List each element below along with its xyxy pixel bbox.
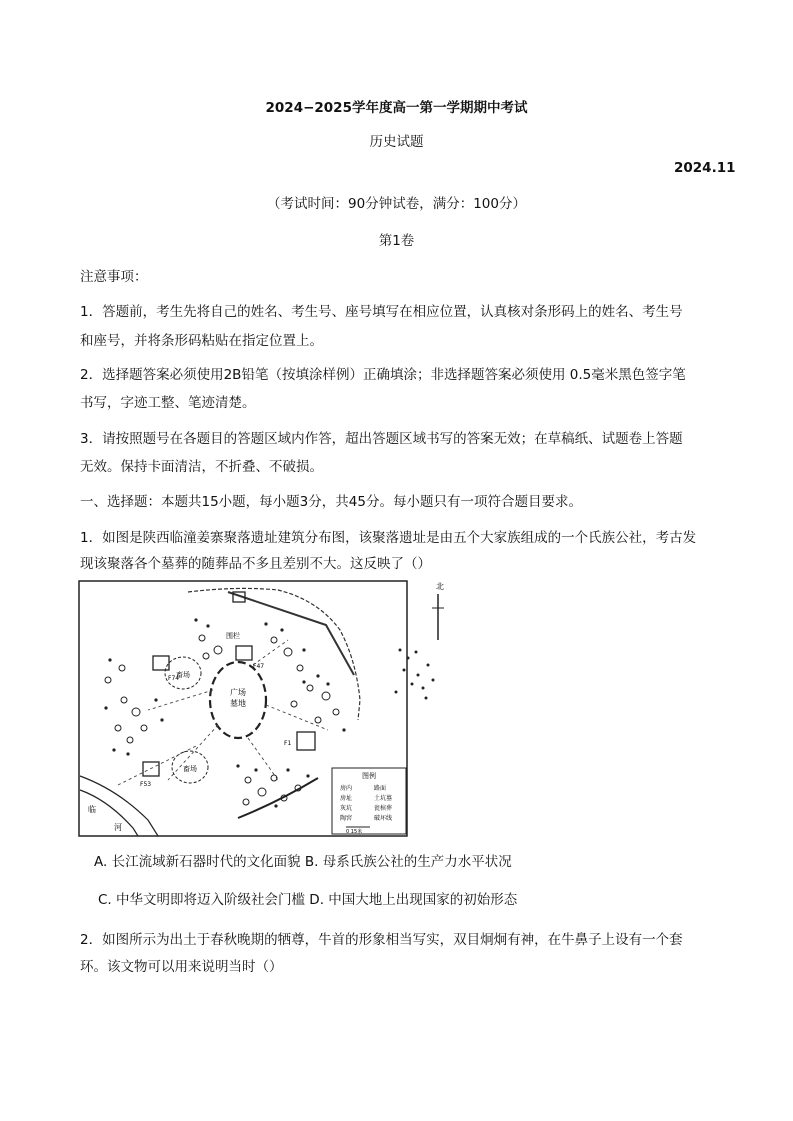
svg-text:瓮棺葬: 瓮棺葬 — [374, 805, 393, 812]
svg-text:F53: F53 — [140, 781, 152, 788]
notice-item-3-line1: 3．请按照题号在各题目的答题区域内作答，超出答题区域书写的答案无效；在草稿纸、试题卷上答题 — [80, 431, 683, 447]
exam-date: 2024.11 — [674, 160, 736, 176]
settlement-map — [78, 580, 444, 837]
notice-item-2-line1: 2．选择题答案必须使用2B铅笔（按填涂样例）正确填涂；非选择题答案必须使用 0.5毫米黑色签字笔 — [80, 367, 686, 383]
notice-item-2-line2: 书写，字迹工整、笔迹清楚。 — [80, 395, 256, 411]
svg-text:房址: 房址 — [340, 795, 353, 802]
svg-text:图例: 图例 — [362, 772, 376, 780]
volume-label: 第1卷 — [378, 233, 415, 249]
svg-text:灰坑: 灰坑 — [340, 805, 353, 812]
section-heading: 一、选择题：本题共15小题，每小题3分，共45分。每小题只有一项符合题目要求。 — [80, 494, 582, 510]
notice-item-3-line2: 无效。保持卡面清洁，不折叠、不破损。 — [80, 459, 323, 475]
question-2-line1: 2．如图所示为出土于春秋晚期的牺尊，牛首的形象相当写实，双目炯炯有神，在牛鼻子上设有一个套 — [80, 932, 683, 948]
svg-text:畜场: 畜场 — [176, 671, 190, 679]
svg-text:F47: F47 — [253, 663, 265, 670]
svg-text:房内: 房内 — [340, 785, 353, 792]
svg-text:0 15米: 0 15米 — [346, 829, 363, 835]
notice-item-1-line2: 和座号，并将条形码粘贴在指定位置上。 — [80, 333, 323, 349]
svg-text:破坏线: 破坏线 — [374, 815, 393, 822]
question-1-line2: 现该聚落各个墓葬的随葬品不多且差别不大。这反映了（） — [80, 556, 431, 572]
svg-text:陶窖: 陶窖 — [340, 815, 353, 822]
svg-text:F1: F1 — [284, 740, 292, 747]
notice-item-1-line1: 1．答题前，考生先将自己的姓名、考生号、座号填写在相应位置，认真核对条形码上的姓名、考生号 — [80, 304, 683, 320]
svg-text:北: 北 — [436, 582, 444, 591]
map-legend — [332, 768, 406, 835]
svg-text:广场: 广场 — [230, 688, 246, 697]
svg-text:畜场: 畜场 — [183, 765, 197, 773]
svg-text:路面: 路面 — [374, 785, 387, 792]
exam-info: （考试时间：90分钟试卷，满分：100分） — [267, 196, 526, 212]
svg-text:墓地: 墓地 — [230, 699, 246, 708]
question-2-line2: 环。该文物可以用来说明当时（） — [80, 959, 283, 975]
question-1-options-ab: A. 长江流域新石器时代的文化面貌 B. 母系氏族公社的生产力水平状况 — [94, 854, 512, 870]
svg-text:临: 临 — [88, 805, 96, 814]
svg-text:河: 河 — [114, 823, 122, 832]
question-1-options-cd: C. 中华文明即将迈入阶级社会门槛 D. 中国大地上出现国家的初始形态 — [98, 892, 518, 908]
svg-text:围栏: 围栏 — [226, 632, 240, 640]
exam-title: 2024−2025学年度高一第一学期期中考试 — [265, 100, 528, 116]
north-arrow — [432, 581, 444, 640]
exam-subject: 历史试题 — [369, 134, 424, 150]
notice-heading: 注意事项： — [80, 269, 148, 285]
question-1-line1: 1．如图是陕西临潼姜寨聚落遗址建筑分布图，该聚落遗址是由五个大家族组成的一个氏族公社，考古发 — [80, 530, 697, 546]
svg-text:土坑墓: 土坑墓 — [374, 795, 393, 802]
svg-text:F74: F74 — [168, 675, 180, 682]
